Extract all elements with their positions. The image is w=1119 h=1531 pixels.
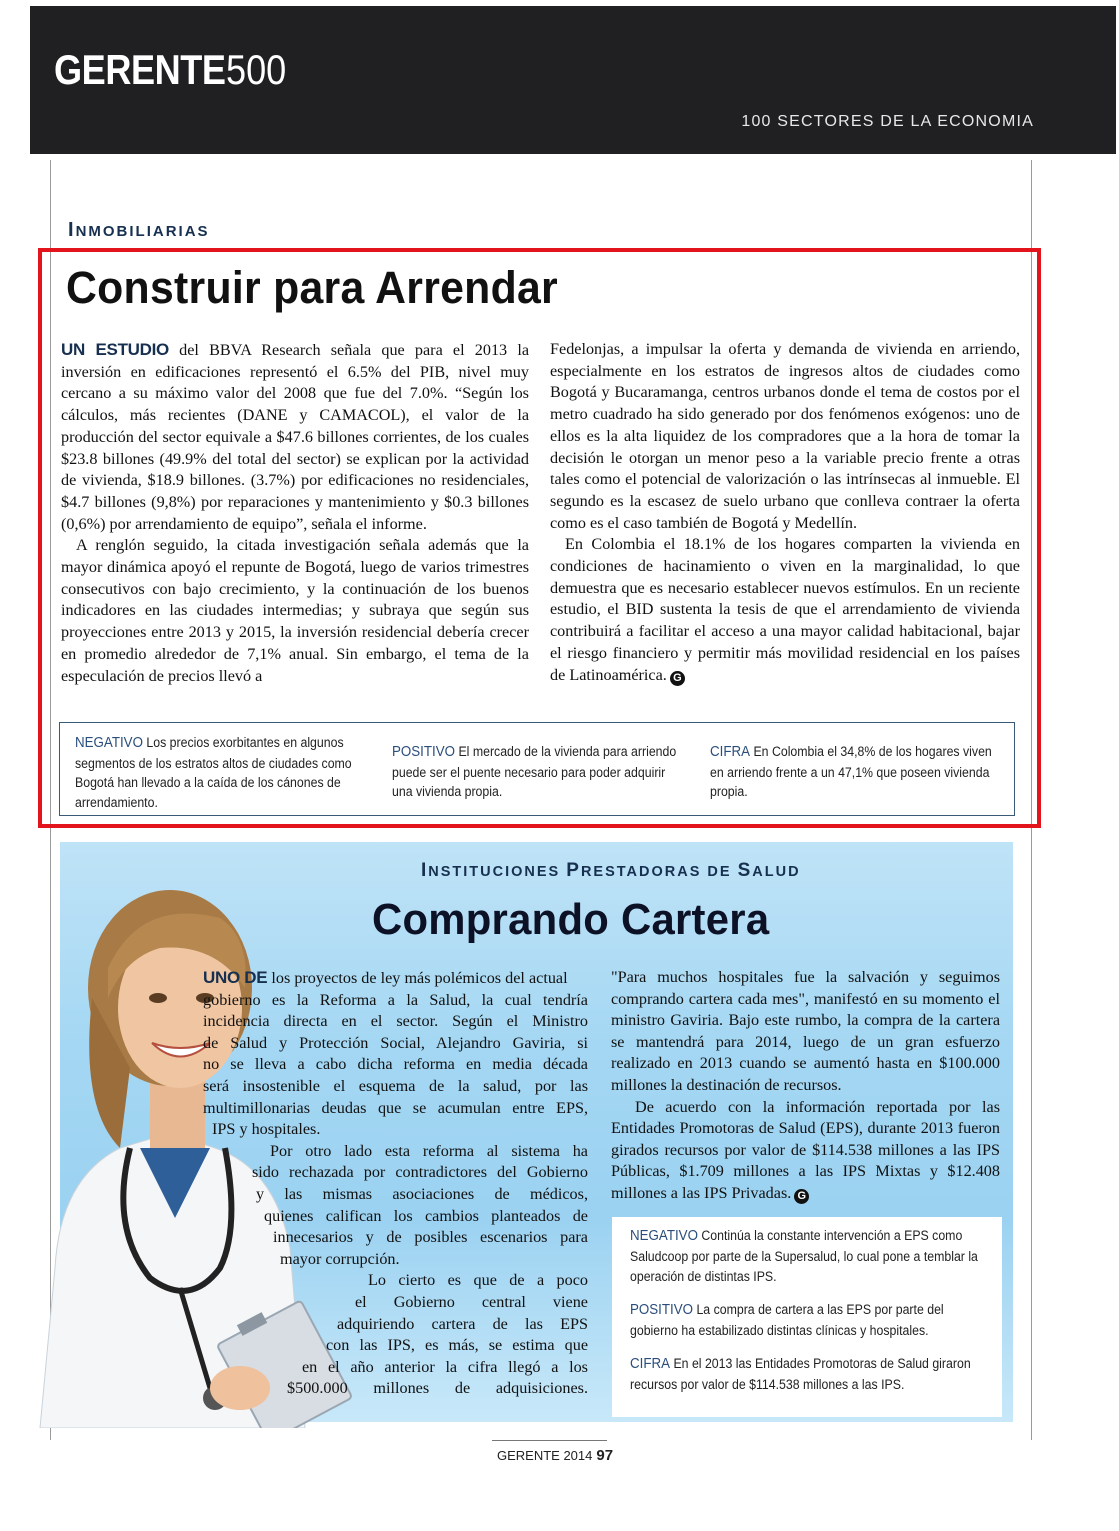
section2-negativo <box>630 1226 984 1286</box>
footer-publication: GERENTE 2014 <box>497 1448 593 1463</box>
section2-cifra <box>630 1354 984 1395</box>
section1-column-1 <box>61 339 529 687</box>
page-footer <box>497 1447 613 1464</box>
section2-line: quienes califican los cambios planteados de <box>264 1206 588 1225</box>
positivo-label: POSITIVO <box>392 744 456 760</box>
section2-line: mayor corrupción. <box>280 1249 400 1268</box>
section2-line: IPS y hospitales. <box>212 1120 321 1139</box>
section2-line: gobierno es la Reforma a la Salud, la cual tendría <box>203 990 588 1009</box>
brand-number: 500 <box>226 46 287 93</box>
section2-line: incidencia directa en el sector. Según el Ministro <box>203 1012 588 1031</box>
section2-column-1 <box>203 967 588 1400</box>
section2-line <box>203 967 588 990</box>
section1-positivo <box>392 742 685 802</box>
negativo-text: Continúa la constante intervención a EPS como Saludcoop por parte de la Supersalud, lo cual pone a temblar la operación de distintas IPS. <box>630 1228 978 1284</box>
section1-headline: Construir para Arrendar <box>66 262 558 313</box>
section1-paragraph-1 <box>61 339 529 535</box>
section2-line: con las IPS, es más, se estima que <box>326 1336 588 1355</box>
section1-negativo <box>75 733 371 812</box>
section2-line-text: los proyectos de ley más polémicos del actual <box>267 969 568 987</box>
section2-line: el Gobierno central viene <box>355 1292 588 1311</box>
section2-line: $500.000 millones de adquisiciones. <box>287 1379 588 1398</box>
section1-paragraph-1-text: del BBVA Research señala que para el 2013 la inversión en edificaciones representó el 6.5% del PIB, nivel muy cercano a su máximo valor del 2008 que fue del 7.0%. “Según los cálculos, más recientes (DANE y CAMACOL), el valor de la producción del sector equivale a $47.6 billones corrientes, de los cuales $23.8 billones (49.9% del total del sector) se explican por la actividad de vivienda, $18.9 billones. (3.7%) por edificaciones no residenciales, $4.7 billones (9,8%) por reparaciones y mantenimiento y $0.3 billones (0,6%) por arrendamiento de equipo”, señala el informe. <box>61 341 530 533</box>
section1-kicker: INMOBILIARIAS <box>68 219 210 241</box>
end-mark-icon: G <box>670 671 685 686</box>
negativo-text: Los precios exorbitantes en algunos segmentos de los estratos altos de ciudades como Bogotá han llevado a la caída de los cánones de arrendamiento. <box>75 735 352 810</box>
section2-line: será insostenible el esquema de la salud, por las <box>203 1076 588 1095</box>
section1-paragraph-4-text: En Colombia el 18.1% de los hogares comparten la vivienda en condiciones de hacinamiento o viven en la marginalidad, lo que demuestra que es necesario establecer nuevos estímulos. En un reciente estudio, el BID sustenta la tesis de que el arrendamiento de vivienda contribuirá a facilitar el acceso a una mayor calidad habitacional, bajar el riesgo financiero y permitir más movilidad residencial en los países de Latinoamérica. <box>550 535 1020 684</box>
section2-line: en el año anterior la cifra llegó a los <box>302 1357 588 1376</box>
positivo-text: El mercado de la vivienda para arriendo puede ser el puente necesario para poder adquirir una vivienda propia. <box>392 744 677 799</box>
section2-lead-in: UNO DE <box>203 968 268 987</box>
end-mark-icon: G <box>794 1189 809 1204</box>
section1-column-2 <box>550 339 1020 686</box>
section1-lead-in: UN ESTUDIO <box>61 340 169 359</box>
section2-line: adquiriendo cartera de las EPS <box>337 1314 588 1333</box>
section1-paragraph-3: Fedelonjas, a impulsar la oferta y demanda de vivienda en arriendo, especialmente en los estratos de ingresos altos de ciudades como Bogotá y Bucaramanga, centros urbanos donde el tema de costos por el metro cuadrado ha sido generado por dos fenómenos exógenos: uno de ellos es la alta liquidez de los compradores que a la hora de tomar la decisión le otorgan un menor peso a la variable precio frente a otras tales como el potencial de valorización o las intrínsecas al inmueble. El segundo es la escasez de suelo urbano que conlleva contraer la oferta como es el caso también de Bogotá y Medellín. <box>550 340 1020 532</box>
section-header-subtitle: 100 SECTORES DE LA ECONOMIA <box>741 113 1034 130</box>
section2-paragraph-2-text: De acuerdo con la información reportada por las Entidades Promotoras de Salud (EPS), durante 2013 fueron girados recursos por valor de $114.538 millones a las IPS Públicas, $1.709 millones a las IPS Mixtas y $12.408 millones a las IPS Privadas. <box>611 1097 1000 1202</box>
section2-line: Por otro lado esta reforma al sistema ha <box>270 1141 588 1160</box>
section2-positivo <box>630 1300 984 1341</box>
section2-line: Lo cierto es que de a poco <box>368 1271 588 1290</box>
section2-column-2 <box>611 967 1000 1205</box>
positivo-label: POSITIVO <box>630 1302 694 1318</box>
section1-paragraph-4 <box>550 534 1020 686</box>
cifra-label: CIFRA <box>710 744 751 760</box>
negativo-label: NEGATIVO <box>630 1228 698 1244</box>
section2-paragraph-1: "Para muchos hospitales fue la salvación y seguimos comprando cartera cada mes", manifestó en su momento el ministro Gaviria. Bajo este rumbo, la compra de la cartera se mantendrá para 2014, luego de un gran esfuerzo realizado en 2013 cuando se aumentó hasta en $100.000 millones la destinación de recursos. <box>611 968 1000 1094</box>
page-number: 97 <box>596 1447 614 1464</box>
cifra-text: En Colombia el 34,8% de los hogares viven en arriendo frente a un 47,1% que poseen vivienda propia. <box>710 744 992 799</box>
section2-line: no se lleva a cabo dicha reforma en media década <box>203 1055 588 1074</box>
cifra-text: En el 2013 las Entidades Promotoras de Salud giraron recursos por valor de $114.538 millones a las IPS. <box>630 1356 971 1392</box>
section1-cifra <box>710 742 1003 802</box>
cifra-label: CIFRA <box>630 1356 671 1372</box>
footer-rule <box>492 1440 607 1441</box>
section2-line: sido rechazada por contradictores del Gobierno <box>252 1163 588 1182</box>
section2-paragraph-2 <box>611 1097 1000 1205</box>
section2-line: innecesarios y de posibles escenarios para <box>273 1228 588 1247</box>
section2-line: de Salud y Protección Social, Alejandro Gaviria, si <box>203 1033 588 1052</box>
brand-title: GERENTE <box>54 46 226 93</box>
section2-kicker: INSTITUCIONES PRESTADORAS DE SALUD <box>421 860 801 881</box>
negativo-label: NEGATIVO <box>75 735 143 751</box>
section2-line: multimillonarias deudas que se acumulan entre EPS, <box>203 1098 588 1117</box>
section2-line: y las mismas asociaciones de médicos, <box>256 1184 588 1203</box>
positivo-text: La compra de cartera a las EPS por parte del gobierno ha estabilizado distintas clínicas y hospitales. <box>630 1302 944 1338</box>
section2-headline: Comprando Cartera <box>372 895 770 944</box>
section1-paragraph-2: A renglón seguido, la citada investigación señala además que la mayor dinámica apoyó el repunte de Bogotá, luego de varios trimestres consecutivos con bajo crecimiento, y la continuación de los buenos indicadores en las ciudades intermedias; y subraya que según sus proyecciones entre 2013 y 2015, la inversión residencial debería crecer en promedio alrededor de 7,1% anual. Sin embargo, el tema de la especulación de precios llevó a <box>61 536 529 685</box>
